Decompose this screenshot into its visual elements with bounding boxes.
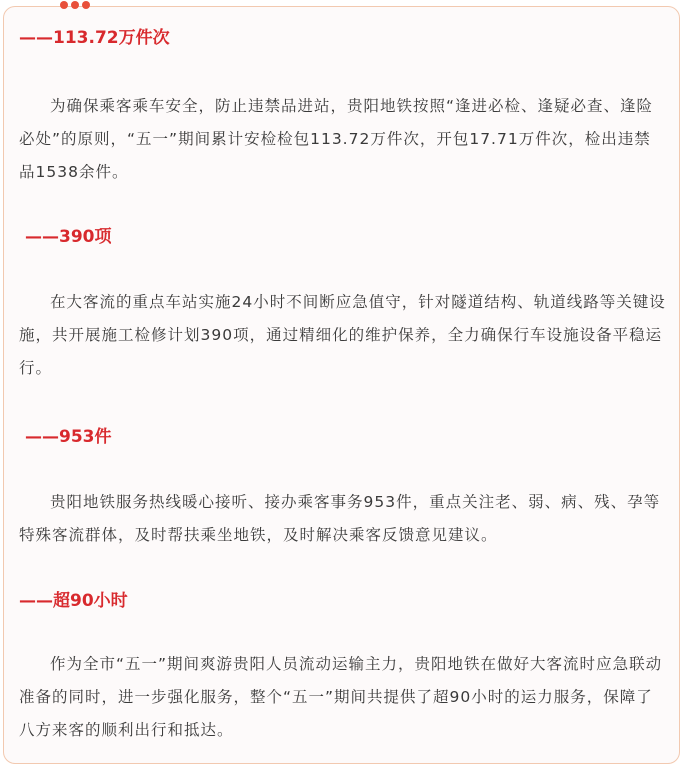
section-body-3: 贵阳地铁服务热线暖心接听、接办乘客事务953件，重点关注老、弱、病、残、孕等特殊客流群体，及时帮扶乘坐地铁，及时解决乘客反馈意见建议。: [19, 493, 661, 544]
decorative-dots: [60, 1, 90, 9]
section-body-2: 在大客流的重点车站实施24小时不间断应急值守，针对隧道结构、轨道线路等关键设施，共开展施工检修计划390项，通过精细化的维护保养，全力确保行车设施设备平稳运行。: [19, 293, 666, 377]
dot-icon: [71, 1, 79, 9]
section-heading-4: ——超90小时: [19, 591, 128, 611]
dot-icon: [60, 1, 68, 9]
dot-icon: [82, 1, 90, 9]
section-body-1: 为确保乘客乘车安全，防止违禁品进站，贵阳地铁按照“逢进必检、逢疑必查、逢险必处”的原则，“五一”期间累计安检检包113.72万件次，开包17.71万件次，检出违禁品1538余件。: [19, 97, 654, 181]
section-heading-3: ——953件: [25, 427, 112, 447]
section-body-4: 作为全市“五一”期间爽游贵阳人员流动运输主力，贵阳地铁在做好大客流时应急联动准备的同时，进一步强化服务，整个“五一”期间共提供了超90小时的运力服务，保障了八方来客的顺利出行和抵达。: [19, 655, 663, 739]
section-heading-2: ——390项: [25, 227, 112, 247]
section-heading-1: ——113.72万件次: [19, 28, 170, 48]
